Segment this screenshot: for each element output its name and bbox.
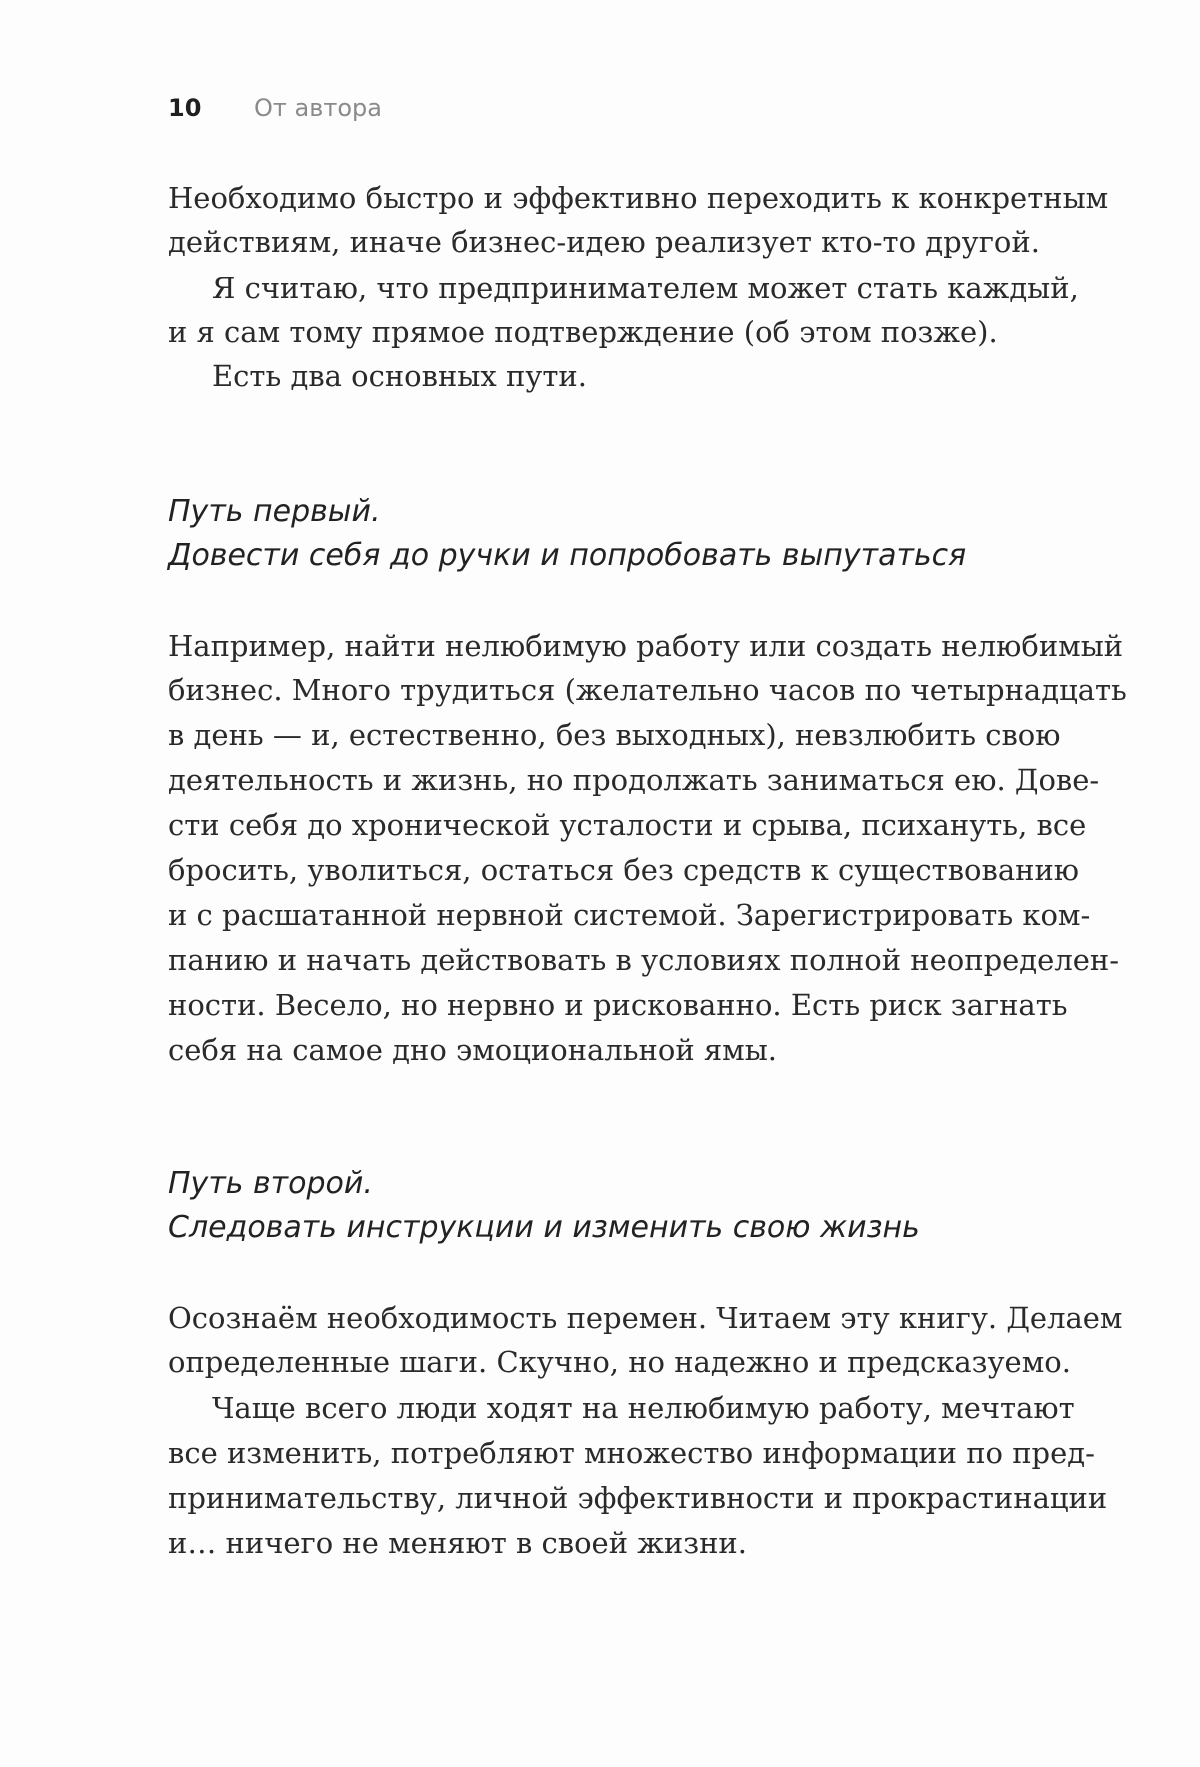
text-line: Есть два основных пути. [212,359,587,393]
text-line: Я считаю, что предпринимателем может стать каждый, [212,271,1079,305]
text-line: все изменить, потребляют множество информации по пред- [168,1436,1095,1470]
text-line: и с расшатанной нервной системой. Зарегистрировать ком- [168,898,1091,932]
text-line: Осознаём необходимость перемен. Читаем эту книгу. Делаем [168,1301,1123,1335]
section-name: От автора [254,94,382,122]
section-heading: Путь первый. [168,494,381,529]
text-line: сти себя до хронической усталости и срыва, психануть, все [168,808,1087,842]
running-head [168,92,382,124]
text-line: Например, найти нелюбимую работу или создать нелюбимый [168,629,1124,663]
text-line: действиям, иначе бизнес-идею реализует кто-то другой. [168,225,1040,259]
section-heading: Путь второй. [168,1166,373,1201]
text-line: себя на самое дно эмоциональной ямы. [168,1033,778,1067]
section-heading: Следовать инструкции и изменить свою жизнь [168,1210,920,1245]
text-line: бросить, уволиться, остаться без средств к существованию [168,853,1080,887]
page-number: 10 [168,94,202,122]
text-line: панию и начать действовать в условиях полной неопределен- [168,943,1120,977]
text-line: Необходимо быстро и эффективно переходить к конкретным [168,181,1109,215]
text-line: ности. Весело, но нервно и рискованно. Есть риск загнать [168,988,1068,1022]
text-line: в день — и, естественно, без выходных), невзлюбить свою [168,718,1061,752]
text-line: определенные шаги. Скучно, но надежно и предсказуемо. [168,1345,1071,1379]
text-line: деятельность и жизнь, но продолжать заниматься ею. Дове- [168,763,1100,797]
text-line: и я сам тому прямое подтверждение (об этом позже). [168,315,998,349]
text-line: принимательству, личной эффективности и прокрастинации [168,1481,1108,1515]
text-line: бизнес. Много трудиться (желательно часов по четырнадцать [168,673,1127,707]
section-heading: Довести себя до ручки и попробовать выпутаться [168,538,967,573]
text-line: Чаще всего люди ходят на нелюбимую работу, мечтают [212,1391,1075,1425]
text-line: и… ничего не меняют в своей жизни. [168,1526,747,1560]
